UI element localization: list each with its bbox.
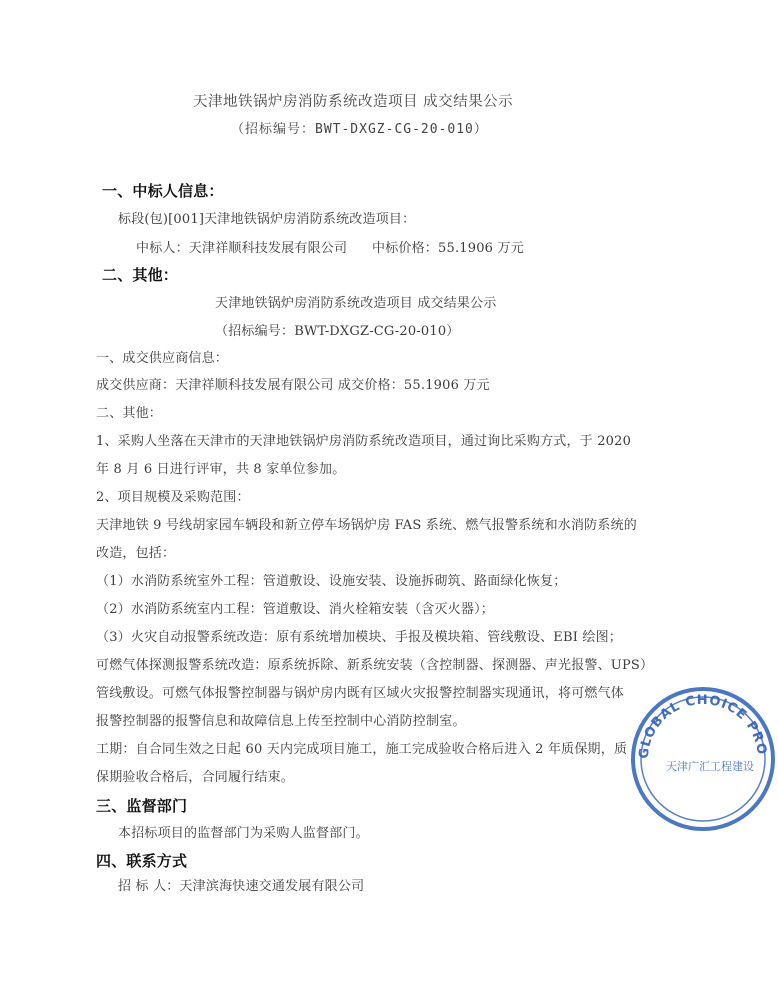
sub-title: 天津地铁锅炉房消防系统改造项目 成交结果公示 [215,296,497,311]
scope-item-3-line-3: 管线敷设。可燃气体报警控制器与锅炉房内既有区域火灾报警控制器实现通讯，将可燃气体 [96,686,625,701]
period-line-1: 工期：自合同生效之日起 60 天内完成项目施工，施工完成验收合格后进入 2 年质保期，质 [96,742,628,757]
sub-code: （招标编号：BWT-DXGZ-CG-20-010） [215,324,460,339]
seal-text: GLOBAL CHOICE PRO [636,692,770,760]
scope-item-3-line-4: 报警控制器的报警信息和故障信息上传至控制中心消防控制室。 [96,714,466,729]
supplier-line: 成交供应商：天津祥顺科技发展有限公司 成交价格：55.1906 万元 [96,378,490,393]
section-supervision-heading: 三、监督部门 [96,797,188,815]
section-winner-heading: 一、中标人信息： [102,182,224,200]
scope-item-3-line-2: 可燃气体探测报警系统改造：原系统拆除、新系统安装（含控制器、探测器、声光报警、UPS） [96,658,654,673]
section-contact-heading: 四、联系方式 [96,852,188,870]
document-code: （招标编号：BWT-DXGZ-CG-20-010） [231,122,488,137]
other-heading: 二、其他： [96,406,163,421]
scope-line-1: 天津地铁 9 号线胡家园车辆段和新立停车场锅炉房 FAS 系统、燃气报警系统和水消防系统的 [96,518,637,533]
scope-heading: 2、项目规模及采购范围： [96,490,250,505]
winner-price: 中标价格：55.1906 万元 [372,241,524,256]
supervision-text: 本招标项目的监督部门为采购人监督部门。 [118,826,369,841]
document-title: 天津地铁锅炉房消防系统改造项目 成交结果公示 [193,94,514,110]
official-seal [628,684,778,834]
section-other-heading: 二、其他： [102,266,179,284]
seal-graphic [628,684,778,834]
scope-line-2: 改造，包括： [96,546,176,561]
supplier-heading: 一、成交供应商信息： [96,351,229,366]
contact-line: 招 标 人：天津滨海快速交通发展有限公司 [118,879,365,894]
scope-item-3-line-1: （3）火灾自动报警系统改造：原有系统增加模块、手报及模块箱、管线敷设、EBI 绘图； [96,630,622,645]
scope-item-2: （2）水消防系统室内工程：管道敷设、消火栓箱安装（含灭火器）； [96,602,494,617]
paragraph-1-line-2: 年 8 月 6 日进行评审，共 8 家单位参加。 [96,462,346,477]
svg-text:GLOBAL CHOICE PRO [637,693,769,759]
winner-name: 中标人：天津祥顺科技发展有限公司 [136,241,348,256]
period-line-2: 保期验收合格后，合同履行结束。 [96,770,295,785]
paragraph-1-line-1: 1、采购人坐落在天津市的天津地铁锅炉房消防系统改造项目，通过询比采购方式，于 2020 [96,434,632,449]
scope-item-1: （1）水消防系统室外工程：管道敷设、设施安装、设施拆砌筑、路面绿化恢复； [96,574,567,589]
seal-inner-text: 天津广汇工程建设 [666,760,754,773]
lot-line: 标段(包)[001]天津地铁锅炉房消防系统改造项目： [118,212,416,227]
